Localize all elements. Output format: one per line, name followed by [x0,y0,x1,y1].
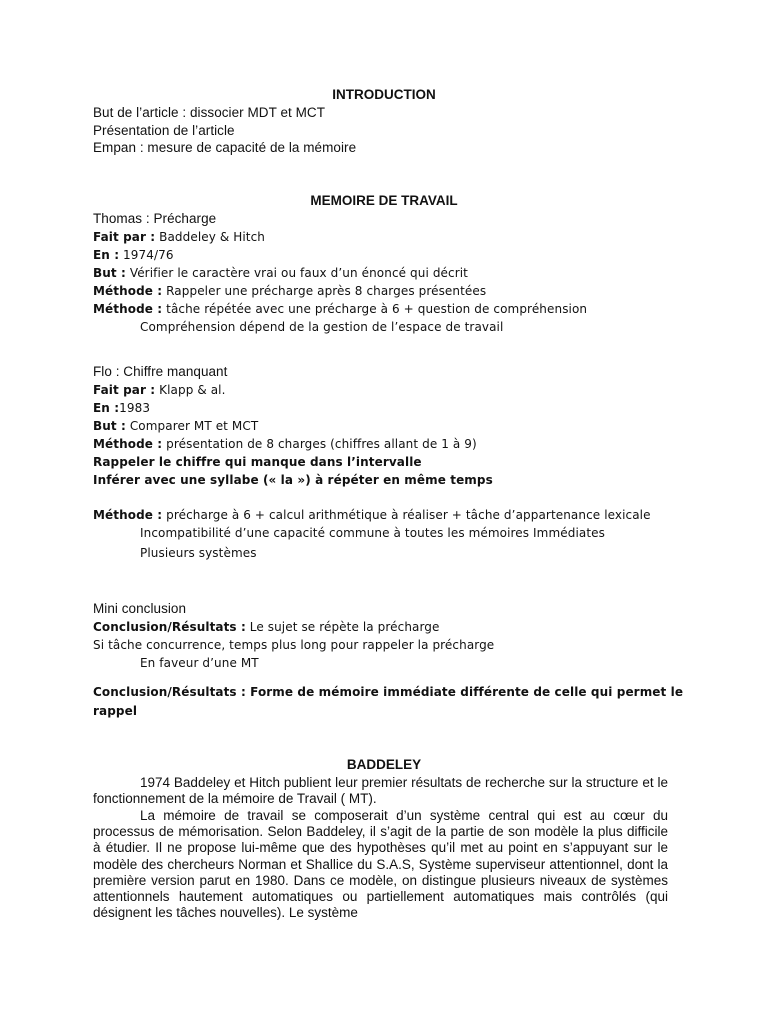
value: Baddeley & Hitch [155,230,265,244]
thomas-fait-par [93,230,265,244]
label: Conclusion/Résultats : [93,620,246,634]
intro-line: Présentation de l’article [93,123,235,138]
label: Méthode : [93,284,163,298]
thomas-methode [93,284,486,298]
label: Fait par : [93,383,156,397]
label: Méthode : [93,437,163,451]
value: Comparer MT et MCT [125,419,259,433]
flo-line: Inférer avec une syllabe (« la ») à répéter en même temps [93,473,493,487]
mt-heading: MEMOIRE DE TRAVAIL [310,193,458,208]
conclusion-line-cont: rappel [93,704,138,718]
value: Klapp & al. [155,383,226,397]
mini-line: Si tâche concurrence, temps plus long pour rappeler la précharge [93,638,495,652]
intro-line: Empan : mesure de capacité de la mémoire [93,140,357,155]
value: 1974/76 [119,248,174,262]
value: Rappeler une précharge après 8 charges présentées [162,284,487,298]
value: Vérifier le caractère vrai ou faux d’un énoncé qui décrit [125,266,468,280]
thomas-but [93,266,468,280]
thomas-en [93,248,174,262]
baddeley-heading: BADDELEY [346,757,422,772]
flo-indent: Plusieurs systèmes [140,546,257,560]
label: En : [93,248,120,262]
flo-line: Rappeler le chiffre qui manque dans l’intervalle [93,455,422,469]
label: Fait par : [93,230,156,244]
flo-methode [93,508,651,522]
flo-fait-par [93,383,226,397]
mini-indent: En faveur d’une MT [140,656,259,670]
label: Méthode : [93,302,163,316]
value: Le sujet se répète la précharge [245,620,440,634]
flo-indent: Incompatibilité d’une capacité commune à toutes les mémoires Immédiates [140,526,605,540]
intro-line: But de l’article : dissocier MDT et MCT [93,105,326,120]
intro-heading: INTRODUCTION [332,87,436,102]
label: Méthode : [93,508,163,522]
label: But : [93,266,126,280]
baddeley-paragraph: 1974 Baddeley et Hitch publient leur premier résultats de recherche sur la structure et le fonctionnement de la mémoire de Travail ( MT). [93,775,668,807]
thomas-methode [93,302,587,316]
mini-title: Mini conclusion [93,601,187,616]
value: précharge à 6 + calcul arithmétique à réaliser + tâche d’appartenance lexicale [162,508,651,522]
thomas-title: Thomas : Précharge [93,211,217,226]
conclusion-line [93,620,440,634]
flo-en [93,401,150,415]
value: tâche répétée avec une précharge à 6 + question de compréhension [162,302,588,316]
label: Conclusion/Résultats : [93,685,246,699]
value: présentation de 8 charges (chiffres allant de 1 à 9) [162,437,477,451]
thomas-indent: Compréhension dépend de la gestion de l’espace de travail [140,320,504,334]
label: But : [93,419,126,433]
flo-methode [93,437,477,451]
conclusion-line [93,685,683,699]
value: Forme de mémoire immédiate différente de celle qui permet le [245,685,684,699]
flo-but [93,419,258,433]
label: En : [93,401,120,415]
flo-title: Flo : Chiffre manquant [93,364,228,379]
baddeley-paragraph: La mémoire de travail se composerait d’un système central qui est au cœur du processus de mémorisation. Selon Baddeley, il s’agit de la partie de son modèle la plus difficile à étudier. Il ne propose lui-même que des hypothèses qu’il met au point en s’appuyant sur le modèle des chercheurs Norman et Shallice du S.A.S, Système superviseur attentionnel, dont la première version parut en 1980. Dans ce modèle, on distingue plusieurs niveaux de systèmes attentionnels hautement automatiques ou partiellement automatiques mais contrôlés (qui désignent les tâches nouvelles). Le système [93,808,668,921]
value: 1983 [119,401,151,415]
